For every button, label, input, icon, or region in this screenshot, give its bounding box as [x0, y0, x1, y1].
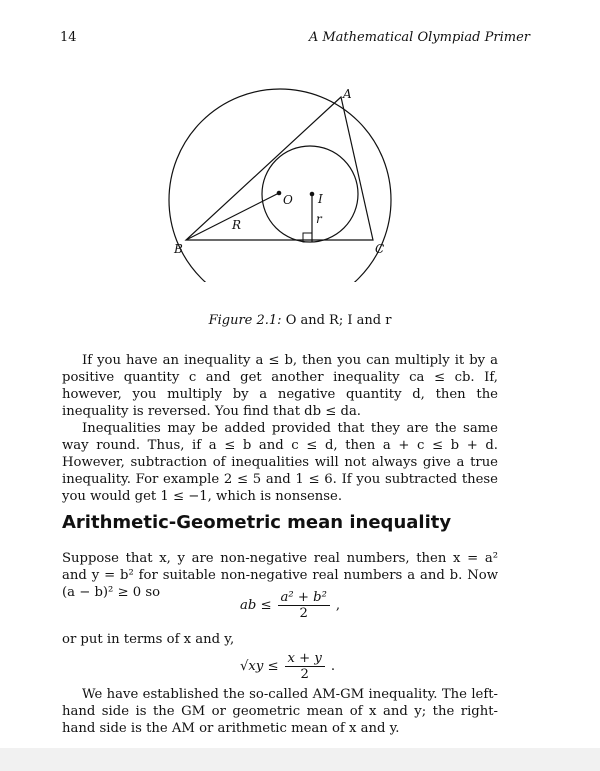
equation-sqrt-denominator: 2: [300, 667, 309, 682]
equation-ab-fraction: [278, 590, 330, 621]
label-I: I: [318, 192, 323, 206]
caption-text: O and R; I and r: [285, 313, 392, 328]
equation-sqrt-tail: .: [330, 659, 336, 674]
page-number: 14: [60, 30, 77, 45]
equation-ab-lhs: ab ≤: [240, 598, 272, 613]
page-bottom-edge: [0, 748, 600, 771]
paragraph-am-gm-conclusion: We have established the so-called AM-GM inequality. The left-hand side is the GM or geometric mean of x and y; the right-hand side is the AM or arithmetic mean of x and y.: [62, 687, 498, 736]
right-angle-mark: [303, 233, 312, 242]
label-C: C: [375, 242, 385, 256]
equation-ab-tail: ,: [335, 598, 341, 613]
point-I: [310, 192, 315, 197]
circle-triangle-figure: [160, 82, 410, 282]
paragraph-am-gm-setup: Suppose that x, y are non-negative real numbers, then x = a² and y = b² for suitable non-negative real numbers a and b. Now (a − b)² ≥ 0 so: [62, 551, 498, 600]
paragraph-terms-xy: or put in terms of x and y,: [62, 632, 235, 647]
equation-sqrt-xy: [240, 651, 335, 682]
caption-label: Figure 2.1:: [208, 313, 282, 328]
paragraph-multiply-inequality: If you have an inequality a ≤ b, then you can multiply it by a positive quantity c and get another inequality ca ≤ cb. If, however, you multiply by a negative quantity d, then the inequality is reversed. You find that db ≤ da.: [62, 353, 498, 419]
equation-ab: [240, 590, 340, 621]
section-heading: Arithmetic-Geometric mean inequality: [62, 512, 452, 533]
equation-sqrt-lhs: √xy ≤: [240, 659, 279, 674]
point-O: [277, 191, 282, 196]
running-title: A Mathematical Olympiad Primer: [308, 30, 530, 45]
equation-sqrt-fraction: [285, 651, 325, 682]
equation-ab-denominator: 2: [299, 606, 308, 621]
figure-caption: [0, 313, 600, 328]
label-B: B: [174, 242, 183, 256]
label-r: r: [316, 212, 322, 226]
label-R: R: [232, 218, 242, 232]
label-A: A: [343, 87, 352, 101]
radius-R-line: [186, 193, 279, 240]
equation-sqrt-numerator: x + y: [285, 651, 325, 667]
triangle-abc: [186, 97, 373, 240]
label-O: O: [283, 193, 293, 207]
equation-ab-numerator: a² + b²: [278, 590, 330, 606]
paragraph-add-inequalities: Inequalities may be added provided that they are the same way round. Thus, if a ≤ b and c ≤ d, then a + c ≤ b + d. However, subtraction of inequalities will not always give a true inequality. For example 2 ≤ 5 and 1 ≤ 6. If you subtracted these you would get 1 ≤ −1, which is nonsense.: [62, 421, 498, 504]
